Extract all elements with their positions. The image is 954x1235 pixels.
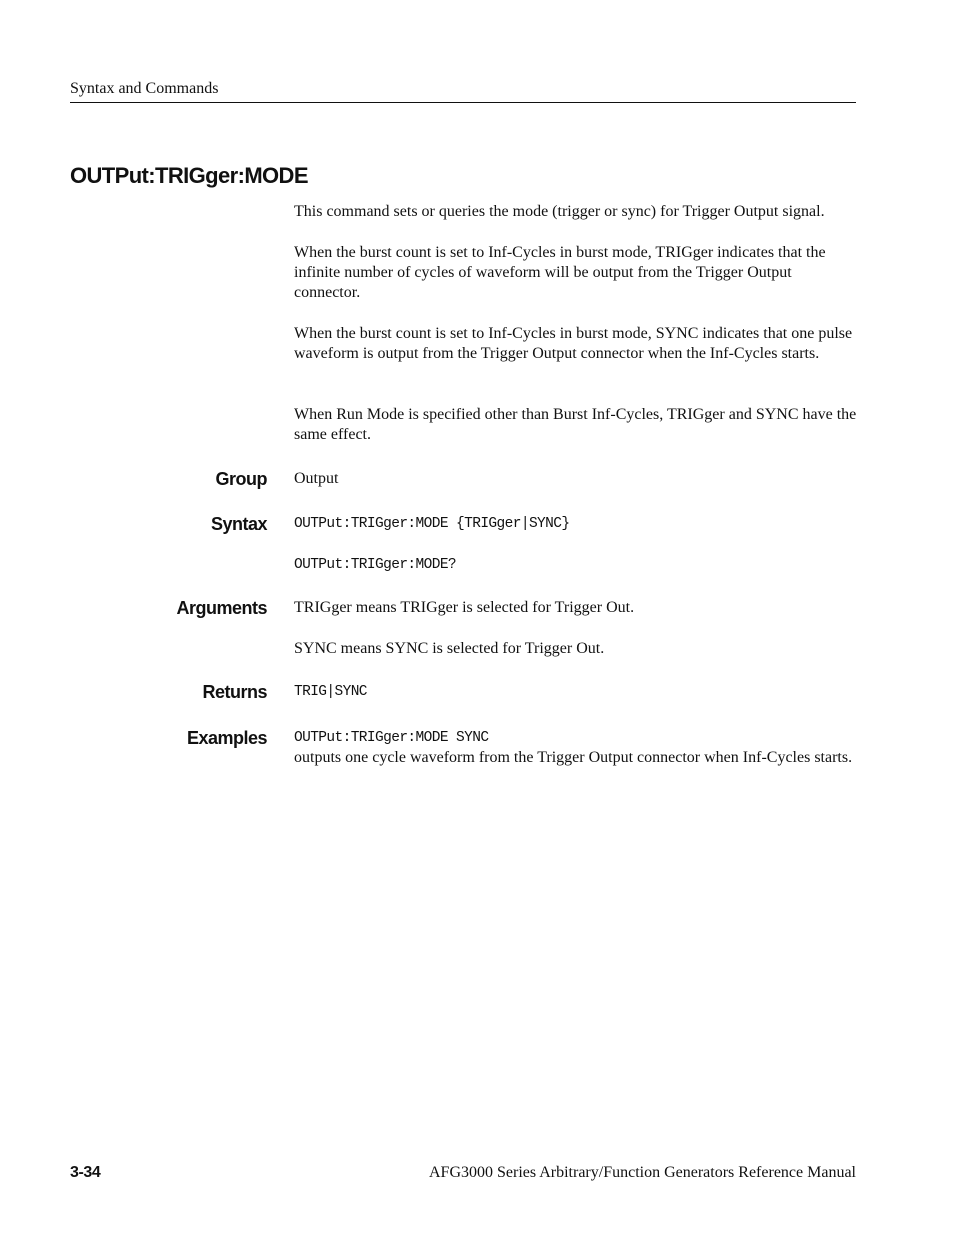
group-value: Output xyxy=(294,470,339,487)
header-rule xyxy=(70,102,856,103)
manual-title: AFG3000 Series Arbitrary/Function Generators Reference Manual xyxy=(429,1164,856,1181)
description-paragraph-1: This command sets or queries the mode (trigger or sync) for Trigger Output signal. xyxy=(294,203,825,220)
group-label: Group xyxy=(215,469,267,489)
example-code: OUTPut:TRIGger:MODE SYNC xyxy=(294,730,489,746)
argument-sync: SYNC means SYNC is selected for Trigger Out. xyxy=(294,640,605,657)
description-paragraph-2: When the burst count is set to Inf-Cycles in burst mode, TRIGger indicates that the infinite number of cycles of waveform will be output from the Trigger Output connector. xyxy=(294,244,826,301)
page-number: 3-34 xyxy=(70,1164,101,1181)
example-explanation: outputs one cycle waveform from the Trigger Output connector when Inf-Cycles starts. xyxy=(294,749,853,766)
running-head: Syntax and Commands xyxy=(70,80,219,97)
syntax-query-form: OUTPut:TRIGger:MODE? xyxy=(294,557,457,573)
description-paragraph-4: When Run Mode is specified other than Burst Inf-Cycles, TRIGger and SYNC have the same effect. xyxy=(294,406,857,443)
examples-label: Examples xyxy=(186,728,267,748)
returns-label: Returns xyxy=(202,682,267,702)
returns-value: TRIG|SYNC xyxy=(294,684,367,700)
argument-trigger: TRIGger means TRIGger is selected for Trigger Out. xyxy=(294,599,635,616)
syntax-label: Syntax xyxy=(210,514,267,534)
arguments-label: Arguments xyxy=(176,598,267,618)
command-title: OUTPut:TRIGger:MODE xyxy=(70,163,308,188)
description-paragraph-3: When the burst count is set to Inf-Cycles in burst mode, SYNC indicates that one pulse waveform is output from the Trigger Output connector when the Inf-Cycles starts. xyxy=(294,325,853,362)
syntax-set-form: OUTPut:TRIGger:MODE {TRIGger|SYNC} xyxy=(294,516,570,532)
